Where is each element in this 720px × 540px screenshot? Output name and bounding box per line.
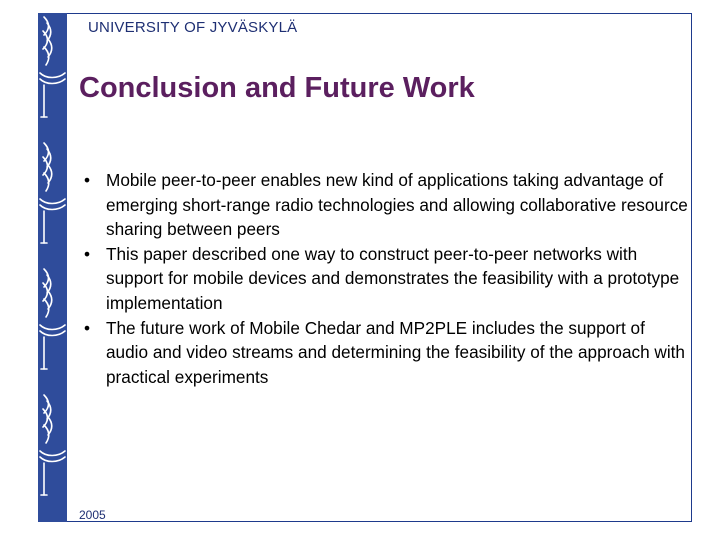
footer-year: 2005 xyxy=(79,508,106,522)
university-emblem-icon xyxy=(38,139,67,251)
slide-title: Conclusion and Future Work xyxy=(79,72,475,104)
university-emblem-icon xyxy=(38,265,67,377)
university-name: UNIVERSITY OF JYVÄSKYLÄ xyxy=(88,19,298,36)
bullet-text: This paper described one way to construct peer-to-peer networks with support for mobile devices and demonstrates the feasibility with a prototype implementation xyxy=(106,243,680,313)
bullet-marker: • xyxy=(83,243,91,264)
university-emblem-icon xyxy=(38,391,67,503)
bullet-item xyxy=(80,168,688,242)
bullet-text: Mobile peer-to-peer enables new kind of applications taking advantage of emerging short-range radio technologies and allowing collaborative resource sharing between peers xyxy=(106,170,688,240)
bullet-marker: • xyxy=(83,170,91,190)
university-emblem-icon xyxy=(38,13,67,125)
bullet-list xyxy=(80,168,688,389)
sidebar-band xyxy=(38,13,67,522)
bullet-item xyxy=(80,316,688,390)
bullet-text: The future work of Mobile Chedar and MP2PLE includes the support of audio and video streams and determining the feasibility of the approach with practical experiments xyxy=(106,317,685,387)
bullet-item xyxy=(80,242,688,316)
bullet-marker: • xyxy=(83,317,91,338)
